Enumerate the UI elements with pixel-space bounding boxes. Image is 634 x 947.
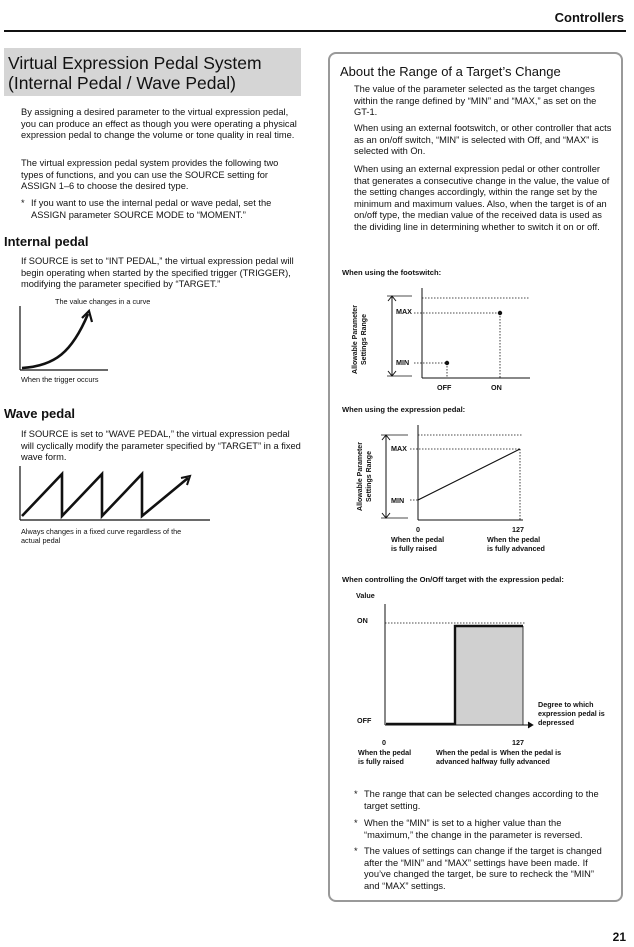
onoff-advanced-label: When the pedal is fully advanced: [500, 748, 562, 766]
onoff-off-label: OFF: [357, 716, 372, 725]
onoff-zero-label: 0: [382, 738, 386, 747]
onoff-halfway-label: When the pedal is advanced halfway: [436, 748, 498, 766]
note-asterisk: *: [354, 818, 358, 828]
page-number: 21: [612, 930, 626, 944]
onoff-caption: When controlling the On/Off target with the expression pedal:: [342, 575, 564, 584]
panel-title: About the Range of a Target’s Change: [340, 64, 561, 79]
fs-max-label: MAX: [396, 307, 412, 316]
ep-raised-label: When the pedal is fully raised: [391, 535, 445, 553]
expression-axis-label: Allowable Parameter Settings Range: [357, 442, 373, 511]
ep-min-label: MIN: [391, 496, 405, 505]
value-label: Value: [356, 591, 375, 600]
ep-advanced-label: When the pedal is fully advanced: [487, 535, 545, 553]
internal-pedal-text: If SOURCE is set to “INT PEDAL,” the virtual expression pedal will begin operating when started by the specified trigger (TRIGGER), modifying the parameter specified by “TARGET.”: [21, 256, 294, 290]
ep-max-label: MAX: [391, 444, 407, 453]
wave-caption: Always changes in a fixed curve regardless of the actual pedal: [21, 527, 182, 545]
fs-min-label: MIN: [396, 358, 410, 367]
note-item: [354, 789, 612, 813]
note-asterisk: *: [354, 846, 358, 856]
footswitch-axis-label: Allowable Parameter Settings Range: [352, 305, 368, 374]
wave-pedal-text: If SOURCE is set to “WAVE PEDAL,” the virtual expression pedal will cyclically modify the parameter specified by “TARGET” in a fixed wave form.: [21, 429, 301, 463]
footswitch-caption: When using the footswitch:: [342, 268, 442, 277]
section-title: Virtual Expression Pedal System (Internal Pedal / Wave Pedal): [8, 53, 262, 93]
fs-off-label: OFF: [437, 383, 452, 392]
note-asterisk: *: [354, 789, 358, 799]
trigger-caption: When the trigger occurs: [21, 375, 99, 384]
range-paragraph-2: When using an external footswitch, or other controller that acts as an on/off switch, “MIN” is selected with Off, and “MAX” is selected with On.: [354, 123, 612, 157]
expression-caption: When using the expression pedal:: [342, 405, 466, 414]
onoff-127-label: 127: [512, 738, 524, 747]
intro-paragraph: By assigning a desired parameter to the virtual expression pedal, you can produce an effect as though you were operating a physical expression pedal to change the volume or tone quality in real time.: [21, 107, 297, 141]
note-text: The range that can be selected changes according to the target setting.: [364, 789, 599, 811]
curve-caption: The value changes in a curve: [55, 297, 151, 306]
note-item: [354, 818, 612, 842]
range-paragraph-3: When using an external expression pedal or other controller that generates a consecutive change in the value, the value of the setting changes accordingly, within the range set by the minimum and maximum values. Also, when the target is of an on/off type, the median value of the received data is used as the dividing line in determining whether to switch it on or off.: [354, 164, 610, 232]
onoff-raised-label: When the pedal is fully raised: [358, 748, 412, 766]
note-item: [354, 846, 612, 894]
note-text: The values of settings can change if the target is changed after the “MIN” and “MAX” settings have been made. If you’ve changed the target, be sure to recheck the “MIN” and “MAX” settings.: [364, 846, 602, 891]
ep-zero-label: 0: [416, 525, 420, 534]
onoff-on-label: ON: [357, 616, 368, 625]
range-paragraph-1: The value of the parameter selected as the target changes within the range defined by “MIN” and “MAX,” as set on the GT-1.: [354, 84, 597, 118]
note-text: When the “MIN” is set to a higher value than the “maximum,” the change in the parameter is reversed.: [364, 818, 583, 840]
fs-on-label: ON: [491, 383, 502, 392]
section-header: Controllers: [554, 10, 624, 25]
types-paragraph: The virtual expression pedal system provides the following two types of functions, and you can use the SOURCE setting for ASSIGN 1–6 to choose the desired type.: [21, 158, 279, 192]
note-asterisk: *: [21, 198, 25, 208]
degree-label: Degree to which expression pedal is depressed: [538, 700, 605, 727]
internal-pedal-heading: Internal pedal: [4, 234, 89, 249]
note-text: If you want to use the internal pedal or wave pedal, set the ASSIGN parameter SOURCE MODE to “MOMENT.”: [31, 198, 272, 220]
ep-127-label: 127: [512, 525, 524, 534]
wave-pedal-heading: Wave pedal: [4, 406, 76, 421]
